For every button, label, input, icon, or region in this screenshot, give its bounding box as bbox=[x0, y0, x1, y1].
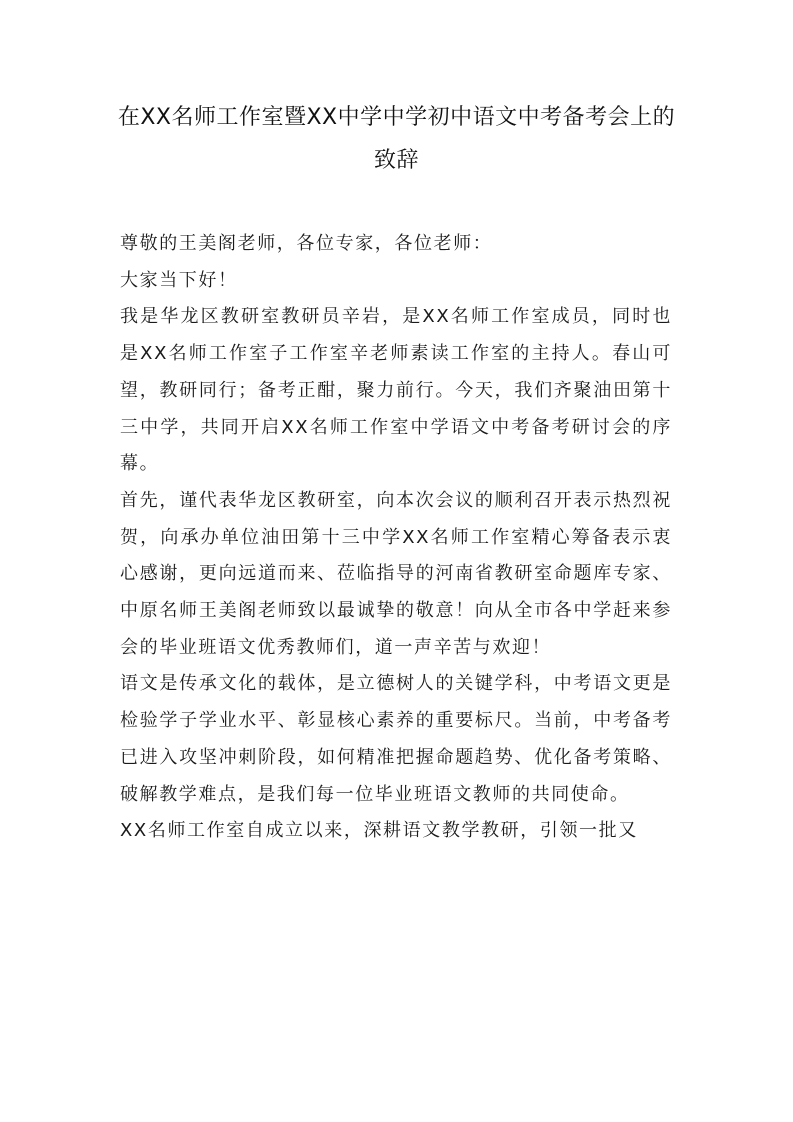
studio-paragraph: XX名师工作室自成立以来，深耕语文教学教研，引领一批又 bbox=[120, 820, 638, 842]
mission-paragraph: 语文是传承文化的载体，是立德树人的关键学科，中考语文更是检验学子学业水平、彰显核心素养的重要标尺。当前，中考备考已进入攻坚冲刺阶段，如何精准把握命题趋势、优化备考策略、破解教学难点，是我们每一位毕业班语文教师的共同使命。 bbox=[120, 673, 672, 805]
salutation-paragraph: 尊敬的王美阁老师，各位专家，各位老师： bbox=[120, 233, 493, 254]
document-title: 在XX名师工作室暨XX中学中学初中语文中考备考会上的致辞 bbox=[117, 105, 676, 173]
greeting-paragraph: 大家当下好！ bbox=[120, 269, 238, 291]
introduction-paragraph: 我是华龙区教研室教研员辛岩，是XX名师工作室成员，同时也是XX名师工作室子工作室辛老师素读工作室的主持人。春山可望，教研同行；备考正酣，聚力前行。今天，我们齐聚油田第十三中学，共同开启XX名师工作室中学语文中考备考研讨会的序幕。 bbox=[120, 306, 672, 475]
document-body bbox=[120, 226, 672, 850]
thanks-paragraph: 首先，谨代表华龙区教研室，向本次会议的顺利召开表示热烈祝贺，向承办单位油田第十三中学XX名师工作室精心筹备表示衷心感谢，更向远道而来、莅临指导的河南省教研室命题库专家、中原名师王美阁老师致以最诚挚的敬意！向从全市各中学赶来参会的毕业班语文优秀教师们，道一声辛苦与欢迎！ bbox=[120, 489, 672, 658]
